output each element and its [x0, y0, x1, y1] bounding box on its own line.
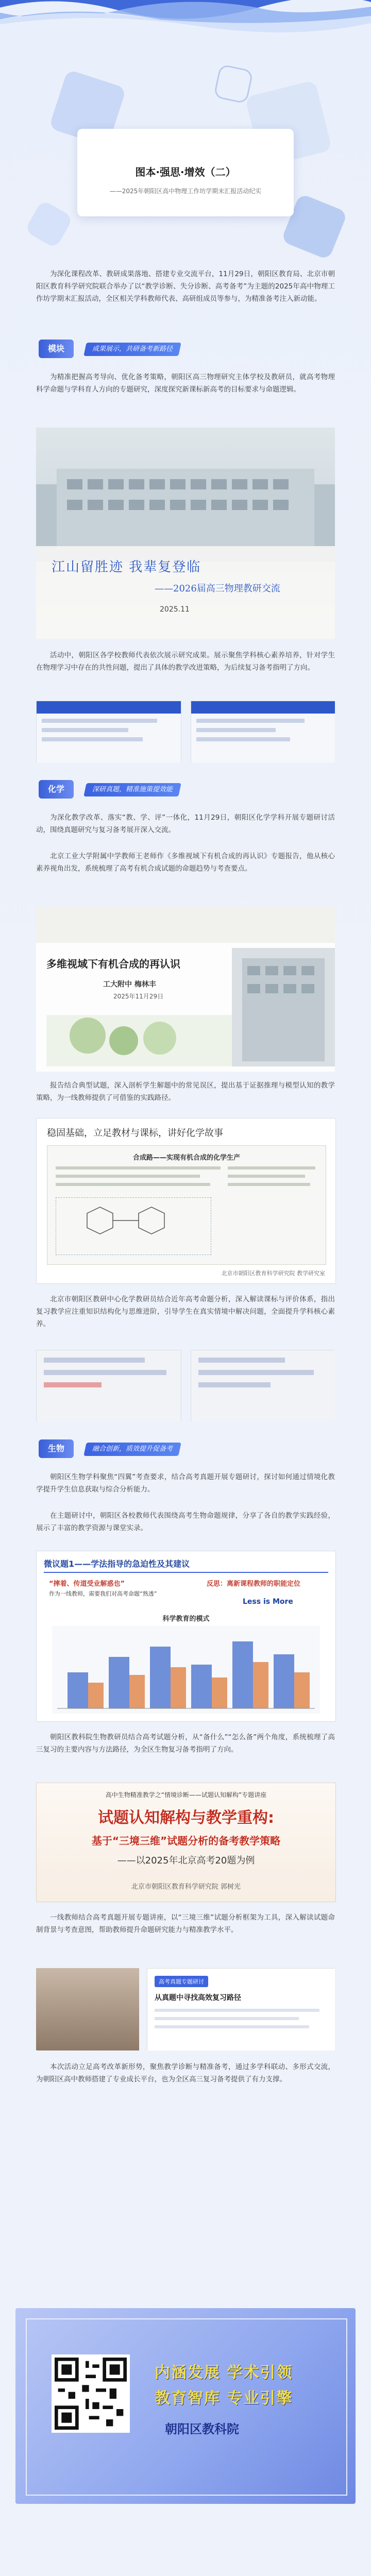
qr-pattern-icon: [55, 2358, 127, 2430]
section-physics-label: 模块: [39, 340, 74, 358]
qr-code-icon[interactable]: [52, 2354, 130, 2433]
chem-doc-footer: 北京市朝阳区教育科学研究院 教学研究室: [221, 1270, 325, 1277]
banner-line-2: 基于“三境三维”试题分析的备考教学策略: [91, 1835, 281, 1847]
wave-decoration-icon: [0, 0, 371, 41]
chem-doc-panel-title: 稳固基础，立足教材与课标，讲好化学故事: [47, 1128, 223, 1139]
bio-slide-point-c: 反思：离新课程教师的职能定位: [207, 1580, 301, 1588]
poster-date: 2025.11: [160, 605, 190, 614]
section-physics-header: [39, 337, 327, 360]
section-biology-label: 生物: [39, 1439, 74, 1458]
section-physics-tag-text: 成果展示，共研备考新路径: [92, 345, 173, 353]
bio-slide-title: 微议题1——学法指导的急迫性及其建议: [44, 1559, 190, 1569]
slide-thumbnail-right: [191, 701, 335, 762]
chem-slide-thumb-right: [191, 1350, 335, 1422]
bio-chart-graphic: [52, 1626, 320, 1714]
biology-lecture-banner: [36, 1783, 336, 1902]
chemistry-paragraph-1: 为深化教学改革、落实“教、学、评”一体化，11月29日，朝阳区化学学科开展专题研讨活动，围绕真题研究与复习备考展开深入交流。: [36, 814, 335, 834]
chemistry-document-slide: [36, 1118, 336, 1284]
chem-doc-heading: 合成路——实现有机合成的化学生产: [132, 1154, 240, 1162]
poster-headline: 江山留胜迹 我辈复登临: [52, 560, 201, 575]
intro-paragraph: 为深化课程改革、教研成果落地、搭建专业交流平台，11月29日，朝阳区教育局、北京市朝阳区教育科学研究院联合举办了以“教学诊断、失分诊断、高考备考”为主题的2025年高中物理工作坊学期末汇报活动，全区相关学科教师代表、高研组成员等参与，为精准备考注入新动能。: [36, 270, 335, 303]
section-physics-tag: [83, 343, 181, 356]
chemistry-paragraph-4: 北京市朝阳区教研中心化学教研员结合近年高考命题分析，深入解读课标与评价体系，指出复习教学应注重知识结构化与思维进阶，引导学生在真实情境中解决问题，全面提升学科核心素养。: [36, 1295, 335, 1328]
physics-paragraph-2: 活动中，朝阳区各学校教师代表依次展示研究成果。展示聚焦学科核心素养培养，针对学生在物理学习中存在的共性问题，提出了具体的教学改进策略，为后续复习备考指明了方向。: [36, 651, 335, 672]
bio-thumb-title: 从真题中寻找高效复习路径: [155, 1994, 241, 2002]
physics-paragraph-1: 为精准把握高考导向、优化备考策略，朝阳区高三物理研究主体学校及教研员，就高考物理科学命题与学科育人方向的专题研究，深度探究新课标新高考的目标要求与命题逻辑。: [36, 373, 335, 394]
chemistry-paragraph-3: 报告结合典型试题，深入剖析学生解题中的常见误区，提出基于证据推理与模型认知的教学策略，为一线教师提供了可借鉴的实践路径。: [36, 1081, 335, 1102]
title-card: [77, 129, 294, 216]
section-chemistry-label: 化学: [39, 780, 74, 799]
bio-chart-title: 科学教育的模式: [162, 1615, 210, 1623]
promo-org: 朝阳区教科院: [165, 2422, 239, 2436]
molecule-structure-icon: [56, 1198, 211, 1255]
chem-doc-sheet: [47, 1145, 326, 1265]
biology-paragraph-3: 朝阳区教科院生物教研员结合高考试题分析，从“备什么”“怎么备”两个角度，系统梳理了高三复习的主要内容与方法路径，为全区生物复习备考指明了方向。: [36, 1733, 335, 1754]
deco-square: [213, 64, 254, 104]
section-chemistry-tag-text: 深研真题，精准施策提效能: [92, 786, 173, 793]
chemistry-title-slide: [36, 907, 335, 1072]
physics-poster-image: [36, 428, 335, 639]
bio-slide-point-b: 作为一线教师，需要我们对高考命题“熟透”: [49, 1590, 157, 1597]
poster-subheadline: ——2026届高三物理教研交流: [155, 583, 280, 594]
section-biology-tag: [83, 1443, 181, 1456]
slide-thumbnail-left: [36, 701, 181, 762]
chemistry-photos-row: [36, 1350, 335, 1422]
section-biology-header: [39, 1437, 327, 1460]
header-banner: [0, 0, 371, 41]
page-subtitle: ——2025年朝阳区高中物理工作坊学期末汇报活动纪实: [109, 188, 262, 195]
promo-card: [15, 2308, 356, 2504]
bio-slide-point-d: Less is More: [243, 1598, 293, 1606]
chemistry-slide-illustration: [36, 907, 335, 1072]
bio-photo-classroom: [36, 1968, 139, 2050]
biology-photos-row: [36, 1968, 335, 2050]
banner-author: 北京市朝阳区教育科学研究院 郭树光: [131, 1883, 241, 1891]
section-chemistry-header: [39, 778, 327, 801]
chemistry-paragraph-2: 北京工业大学附属中学教师王老师作《多维视域下有机合成的再认识》专题报告，他从核心素养视角出发，系统梳理了高考有机合成试题的命题趋势与考查要点。: [36, 852, 335, 873]
deco-square: [24, 199, 74, 249]
biology-paragraph-1: 朝阳区生物学科聚焦“四翼”考查要求，结合高考真题开展专题研讨，探讨如何通过情境化教学提升学生信息获取与综合分析能力。: [36, 1473, 335, 1494]
physics-slides-row: [36, 701, 335, 762]
promo-line-1: 内涵发展 学术引领: [155, 2364, 293, 2382]
chem-slide-title: 多维视域下有机合成的再认识: [46, 958, 180, 970]
biology-paragraph-5: 本次活动立足高考改革新形势，聚焦教学诊断与精准备考，通过多学科联动、多形式交流，为朝阳区高中教师搭建了专业成长平台，也为全区高三复习备考提供了有力支撑。: [36, 2063, 335, 2083]
banner-line-1: 试题认知解构与教学重构:: [98, 1809, 274, 1827]
banner-top-line: 高中生物精准教学之“情境诊断——试题认知解构”专题讲座: [105, 1791, 267, 1799]
promo-line-2: 教育智库 专业引擎: [155, 2389, 293, 2408]
bio-slide-point-a: “摔着、传道受业解惑也”: [49, 1580, 125, 1588]
chem-slide-thumb-left: [36, 1350, 181, 1422]
chem-molecule-figure: [56, 1197, 211, 1255]
biology-slide: [36, 1551, 336, 1722]
banner-line-3: ——以2025年北京高考20题为例: [117, 1855, 255, 1866]
biology-paragraph-4: 一线教师结合高考真题开展专题讲座，以“三境三维”试题分析框架为工具，深入解读试题命制背景与考查意图，帮助教师提升命题研究能力与精准教学水平。: [36, 1913, 335, 1934]
bio-slide-thumb: [147, 1968, 335, 2050]
bio-thumb-tag: 高考真题专题研讨: [155, 1976, 208, 1987]
page-title: 图本·强思·增效（二）: [135, 166, 236, 178]
section-biology-tag-text: 融合创新，质效提升促备考: [92, 1445, 173, 1453]
chem-slide-date: 2025年11月29日: [113, 993, 164, 1000]
chem-slide-author: 工大附中 梅林丰: [103, 980, 156, 989]
section-chemistry-tag: [83, 783, 181, 796]
biology-paragraph-2: 在主题研讨中，朝阳区各校教师代表围绕高考生物命题规律，分享了各自的教学实践经验，展示了丰富的教学资源与课堂实录。: [36, 1512, 335, 1532]
